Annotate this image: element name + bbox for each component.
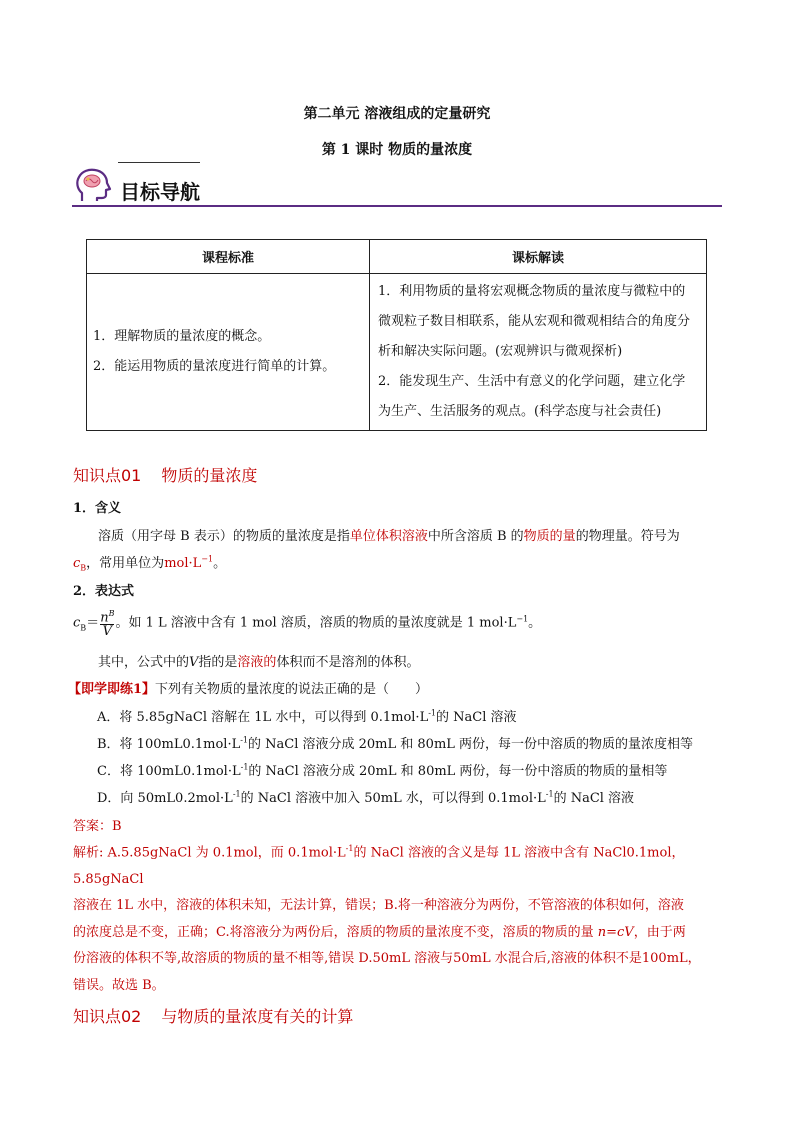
knowledge-point-1-heading [73,463,257,486]
table-header-standard: 课程标准 [87,240,370,274]
lesson-title: 第 1 课时 物质的量浓度 [321,142,473,158]
option-a: A．将 5.85gNaCl 溶解在 1L 水中，可以得到 $0.1mol\cdot L^{-1}$的 NaCl 溶液 [97,708,517,725]
interpretation-cell [370,274,707,431]
option-b: B．将 $100mL0.1mol\cdot L^{-1}$的 NaCl 溶液分成 20mL 和 80mL 两份，每一份中溶质的物质的量浓度相等 [97,735,694,752]
text: 。 [528,615,542,631]
formula-eq: ＝ [86,615,100,631]
standard-item: 1．理解物质的量浓度的概念。 [93,329,271,344]
explanation [73,836,723,999]
unit: mol·L [164,556,202,571]
fraction-denominator: V [102,624,113,640]
brain-head-icon [74,167,112,205]
text: 溶质（用字母 B 表示）的物质的量浓度是指 [98,529,350,544]
formula-fraction [100,607,114,639]
knowledge-point-title: 与物质的量浓度有关的计算 [161,1007,354,1026]
sup: −1 [516,614,529,624]
interpretation-line: 析和解决实际问题。(宏观辨识与微观探析) [378,344,623,359]
option-d: D．向 $50mL0.2mol\cdot L^{-1}$的 NaCl 溶液中加入 50mL 水，可以得到 $0.1mol\cdot L^{-1}$的 NaCl 溶液 [97,789,635,806]
formula-line [73,607,541,639]
practice-question-text: 下列有关物质的量浓度的说法正确的是（ ） [155,682,429,697]
standard-cell [87,274,370,431]
knowledge-point-number: 知识点01 [73,466,142,485]
meaning-line-1 [98,525,680,544]
standard-item: 2．能运用物质的量浓度进行简单的计算。 [93,359,336,374]
text: 指的是 [198,655,238,670]
highlight-amount: 物质的量 [523,529,576,544]
explanation-line: 份溶液的体积不等,故溶质的物质的量不相等,错误 D.50mL 溶液与50mL 水混合后,溶液的体积不是100mL， [73,951,701,967]
explanation-line: 溶液在 1L 水中，溶液的体积未知，无法计算，错误；B.将一种溶液分为两份，不管溶液的体积如何，溶液 [73,898,684,914]
highlight-solution: 溶液的 [237,655,277,670]
unit-sup: −1 [201,554,214,564]
formula-c-sub: B [80,623,87,633]
symbol: c [73,556,81,571]
symbol-subscript: B [80,563,87,573]
explanation-line: 的浓度总是不变，正确；C.将溶液分为两份后，溶质的物质的量浓度不变，溶质的物质的量 n=cV，由于两 [73,924,686,940]
meaning-line-2 [73,552,226,573]
explanation-line: 错误。故选 B。 [73,977,165,993]
formula-c: c [73,615,81,631]
text: 中所含溶质 B 的 [427,529,524,544]
fraction-numerator: $n^B$ [100,609,115,626]
nav-title: 目标导航 [120,180,200,204]
symbol-v: V [189,655,199,670]
explanation-line: 解析: A.5.85gNaCl 为 0.1mol，而 $0.1mol\cdot L^{-1}$的 NaCl 溶液的含义是每 1L 溶液中含有 NaCl0.1mol，5.85gNaCl [73,844,685,887]
table-header-interpretation: 课标解读 [370,240,707,274]
nav-divider [72,205,722,207]
option-c: C．将 $100mL0.1mol\cdot L^{-1}$的 NaCl 溶液分成 20mL 和 80mL 两份，每一份中溶质的物质的量相等 [97,762,668,779]
highlight-unit-volume: 单位体积溶液 [349,529,428,544]
interpretation-line: 为生产、生活服务的观点。(科学态度与社会责任) [378,404,662,419]
nav-divider-top [118,162,200,163]
formula-note [98,651,419,670]
interpretation-line: 微观粒子数目相联系，能从宏观和微观相结合的角度分 [378,314,691,329]
text: 。 [213,556,227,571]
text: 其中，公式中的 [98,655,190,670]
section-heading-expression: 2．表达式 [73,584,135,599]
interpretation-line: 2．能发现生产、生活中有意义的化学问题，建立化学 [378,374,686,389]
section-heading-meaning: 1．含义 [73,501,122,516]
interpretation-line: 1．利用物质的量将宏观概念物质的量浓度与微粒中的 [378,284,686,299]
knowledge-point-title: 物质的量浓度 [161,466,258,485]
standards-table [86,239,707,431]
practice-question [68,678,428,697]
unit-title: 第二单元 溶液组成的定量研究 [303,106,491,122]
text: 的物理量。符号为 [575,529,680,544]
answer: 答案：B [73,819,122,834]
text: ，常用单位为 [86,556,165,571]
text: 体积而不是溶剂的体积。 [276,655,420,670]
knowledge-point-2-heading [73,1004,353,1027]
knowledge-point-number: 知识点02 [73,1007,142,1026]
text: 。如 1 L 溶液中含有 1 mol 溶质，溶质的物质的量浓度就是 1 mol·L [115,615,517,631]
practice-tag: 【即学即练1】 [68,682,156,697]
